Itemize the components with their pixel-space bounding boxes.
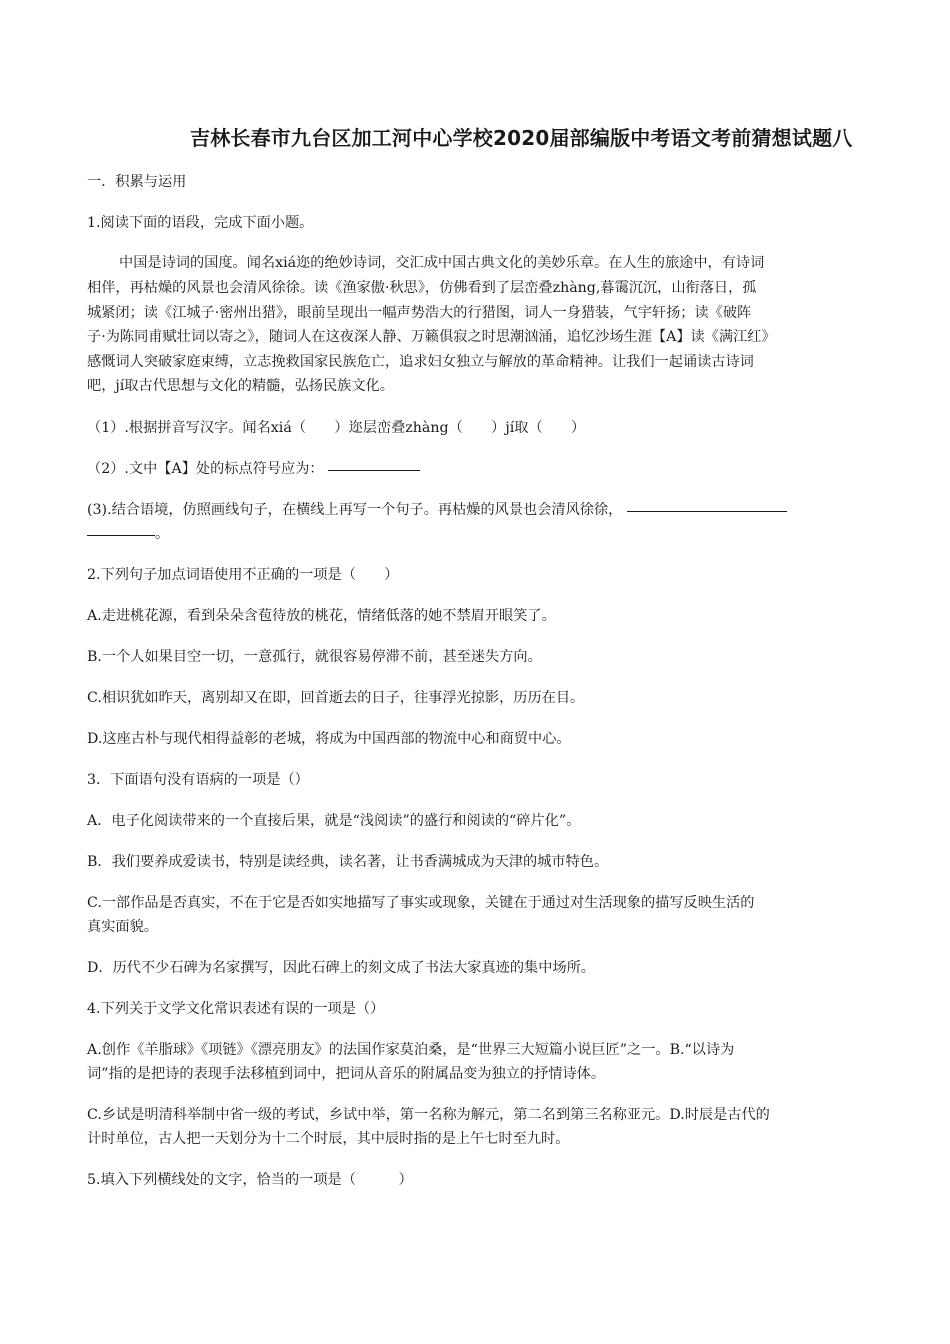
question-5-stem: 5.填入下列横线处的文字，恰当的一项是（ ） <box>87 1172 413 1188</box>
option-line: 词”指的是把诗的表现手法移植到词中，把词从音乐的附属品变为独立的抒情诗体。 <box>87 1066 606 1082</box>
question-2-stem: 2.下列句子加点词语使用不正确的一项是（ ） <box>87 567 399 583</box>
option-c: C.相识犹如昨天，离别却又在即，回首逝去的日子，往事浮光掠影，历历在目。 <box>87 690 585 706</box>
question-3-stem: 3．下面语句没有语病的一项是（） <box>87 772 309 788</box>
option-b: B．我们要养成爱读书，特别是读经典，读名著，让书香满城成为天津的城市特色。 <box>87 854 609 870</box>
answer-blank[interactable] <box>627 498 787 514</box>
option-d: D.这座古朴与现代相得益彰的老城，将成为中国西部的物流中心和商贸中心。 <box>87 731 571 747</box>
option-b: B.一个人如果目空一切，一意孤行，就很容易停滞不前，甚至迷失方向。 <box>87 649 542 665</box>
answer-blank[interactable] <box>87 522 155 538</box>
option-a: A．电子化阅读带来的一个直接后果，就是“浅阅读”的盛行和阅读的“碎片化”。 <box>87 813 581 829</box>
option-line: C.乡试是明清科举制中省一级的考试，乡试中举，第一名称为解元，第二名到第三名称亚元。D.时辰是古代的 <box>87 1107 770 1123</box>
passage-line: 相伴，再枯燥的风景也会清风徐徐。读《渔家傲·秋思》，仿佛看到了层峦叠zhàng,暮霭沉沉，山衔落日，孤 <box>87 280 757 296</box>
document-title: 吉林长春市九台区加工河中心学校2020届部编版中考语文考前猜想试题八 <box>190 126 853 150</box>
question-1-sub-3 <box>87 498 867 522</box>
sub-2-text: （2）.文中【A】处的标点符号应为： <box>87 461 324 477</box>
option-a: A.走进桃花源，看到朵朵含苞待放的桃花，情绪低落的她不禁眉开眼笑了。 <box>87 608 556 624</box>
answer-blank[interactable] <box>328 457 420 473</box>
option-line: 计时单位，古人把一天划分为十二个时辰，其中辰时指的是上午七时至九时。 <box>87 1131 570 1147</box>
passage-line: 感慨词人突破家庭束缚，立志挽救国家民族危亡，追求妇女独立与解放的革命精神。让我们一起诵读古诗词 <box>87 354 754 370</box>
question-1-sub-1: （1）.根据拼音写汉字。闻名xiá（ ）迩层峦叠zhàng（ ）jí取（ ） <box>87 420 586 436</box>
option-c-cont: 真实面貌。 <box>87 919 158 935</box>
question-4-stem: 4.下列关于文学文化常识表述有误的一项是（） <box>87 1001 385 1017</box>
section-heading: 一．积累与运用 <box>87 174 187 190</box>
passage-line: 子·为陈同甫赋壮词以寄之》，随词人在这夜深人静、万籁俱寂之时思潮汹涌，追忆沙场生涯【A】读《满江红》 <box>87 329 776 345</box>
passage-line: 中国是诗词的国度。闻名xiá迩的绝妙诗词，交汇成中国古典文化的美妙乐章。在人生的旅途中，有诗词 <box>119 255 765 271</box>
sub-3-text: (3).结合语境，仿照画线句子，在横线上再写一个句子。再枯燥的风景也会清风徐徐， <box>87 502 623 518</box>
question-1-sub-2 <box>87 457 867 481</box>
question-1-sub-3-cont <box>87 522 867 546</box>
option-line: A.创作《羊脂球》《项链》《漂亮朋友》的法国作家莫泊桑，是“世界三大短篇小说巨匠”之一。B.“以诗为 <box>87 1042 735 1058</box>
question-1-stem: 1.阅读下面的语段，完成下面小题。 <box>87 215 314 231</box>
passage-line: 吧，jí取古代思想与文化的精髓，弘扬民族文化。 <box>87 378 394 394</box>
option-d: D．历代不少石碑为名家撰写，因此石碑上的刻文成了书法大家真迹的集中场所。 <box>87 960 595 976</box>
passage-line: 城紧闭；读《江城子·密州出猎》，眼前呈现出一幅声势浩大的行猎图，词人一身猎装，气宇轩扬；读《破阵 <box>87 305 752 321</box>
sub-3-period: 。 <box>155 526 170 542</box>
option-c: C.一部作品是否真实，不在于它是否如实地描写了事实或现象，关键在于通过对生活现象的描写反映生活的 <box>87 895 755 911</box>
